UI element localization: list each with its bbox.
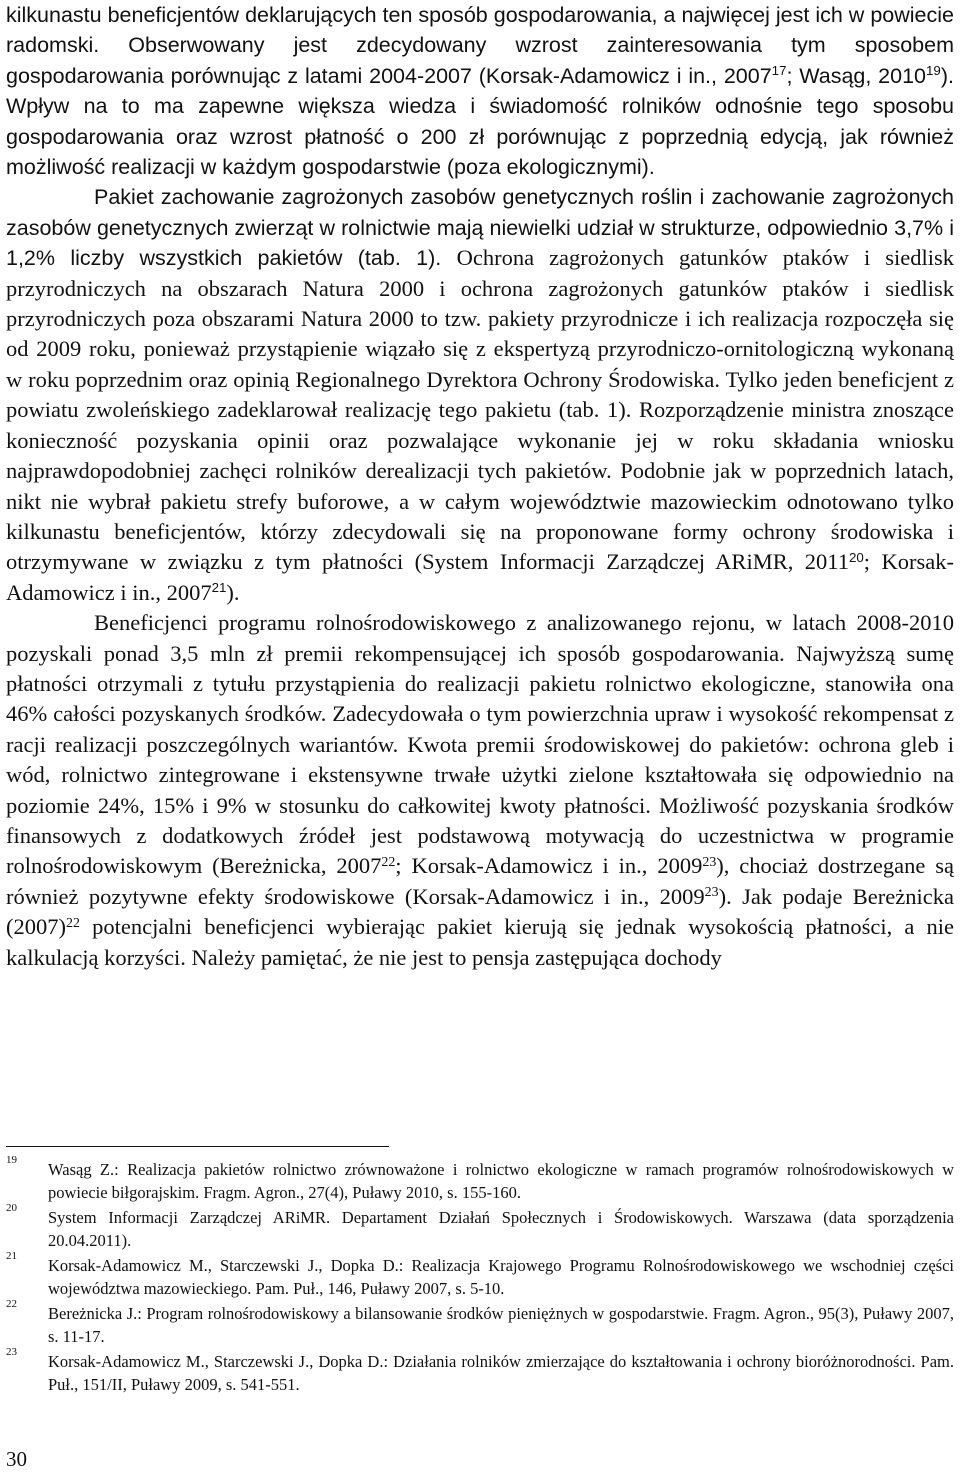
text-run: ; Korsak-Adamowicz i in., 2009 bbox=[395, 853, 703, 879]
citation-ref: 22 bbox=[381, 854, 396, 870]
footnote-text: Bereżnicka J.: Program rolnośrodowiskowy a bilansowanie środków pieniężnych w gospodarstwie. Fragm. Agron., 95(3), Puławy 2007, s. 11-17. bbox=[48, 1304, 954, 1346]
footnote-number: 21 bbox=[6, 1250, 17, 1262]
text-run: kilkunastu beneficjentów deklarujących ten sposób gospodarowania, a najwięcej jest ich w powiecie radomski. Obserwowany jest zdecydowany wzrost zainteresowania tym sposobem gospodarowania porównując z latami 2004-2007 (Korsak-Adamowicz i in., 2007 bbox=[6, 3, 954, 88]
citation-ref: 20 bbox=[848, 549, 864, 565]
text-run: ). bbox=[226, 579, 240, 605]
text-run: ; Wasąg, 2010 bbox=[786, 63, 927, 88]
footnote-number: 23 bbox=[6, 1346, 17, 1358]
footnote-text: Korsak-Adamowicz M., Starczewski J., Dopka D.: Realizacja Krajowego Programu Rolnośrodowiskowego we wschodniej części województwa mazowieckiego. Pam. Puł., 146, Puławy 2007, s. 5-10. bbox=[48, 1256, 954, 1298]
text-run: ), chociaż dostrzegane są również pozytywne efekty środowiskowe (Korsak-Adamowicz i in., 2009 bbox=[6, 853, 954, 909]
citation-ref: 23 bbox=[704, 885, 719, 901]
text-run: potencjalni beneficjenci wybierając pakiet kierują się jednak wysokością płatności, a nie kalkulacją korzyści. Należy pamiętać, że nie jest to pensja zastępująca dochody bbox=[6, 914, 954, 970]
paragraph-2 bbox=[6, 182, 954, 608]
body-text bbox=[6, 0, 954, 973]
text-run: Ochrona zagrożonych gatunków ptaków i siedlisk przyrodniczych na obszarach Natura 2000 i ochrona zagrożonych gatunków ptaków i siedlisk przyrodniczych poza obszarami Natura 2000 to tzw. pakiety przyrodnicze i ich realizacja rozpoczęła się od 2009 roku, ponieważ przystąpienie wiązało się z ekspertyzą przyrodniczo-ornitologiczną wykonaną w roku poprzednim oraz opinią Regionalnego Dyrektora Ochrony Środowiska. Tylko jeden beneficjent z powiatu zwoleńskiego zadeklarował realizację tego pakietu (tab. 1). Rozporządzenie ministra znoszące konieczność pozyskania opinii oraz pozwalające wykonanie jej w roku składania wniosku najprawdopodobniej zachęci rolników derealizacji tych pakietów. Podobnie jak w poprzednich latach, nikt nie wybrał pakietu strefy buforowe, a w całym województwie mazowieckim odnotowano tylko kilkunastu beneficjentów, którzy zdecydowali się na proponowane formy ochrony środowiska i otrzymywane w związku z tym płatności (System Informacji Zarządczej ARiMR, 2011 bbox=[6, 245, 954, 575]
citation-ref: 19 bbox=[926, 63, 941, 79]
footnote-text: System Informacji Zarządczej ARiMR. Departament Działań Społecznych i Środowiskowych. Warszawa (data sporządzenia 20.04.2011). bbox=[48, 1208, 954, 1250]
footnote-number: 20 bbox=[6, 1202, 17, 1214]
footnote-text: Wasąg Z.: Realizacja pakietów rolnictwo zrównoważone i rolnictwo ekologiczne w ramach programów rolnośrodowiskowych w powiecie biłgorajskim. Fragm. Agron., 27(4), Puławy 2010, s. 155-160. bbox=[48, 1160, 954, 1202]
page-number: 30 bbox=[6, 1447, 27, 1471]
text-run: ). Jak podaje Bereżnicka (2007) bbox=[6, 883, 954, 940]
footnote-20 bbox=[6, 1202, 954, 1252]
text-run: ; Korsak-Adamowicz i in., 2007 bbox=[6, 549, 954, 605]
footnote-23 bbox=[6, 1346, 954, 1396]
footnote-19 bbox=[6, 1154, 954, 1204]
paragraph-1 bbox=[6, 0, 954, 182]
citation-ref: 22 bbox=[66, 915, 80, 931]
text-run: ). Wpływ na to ma zapewne większa wiedza i świadomość rolników odnośnie tego sposobu gospodarowania oraz wzrost płatność o 200 zł porównując z poprzednią edycją, jak również możliwość realizacji w każdym gospodarstwie (poza ekologicznymi). bbox=[6, 63, 954, 180]
document-page bbox=[6, 0, 954, 1476]
text-run: Pakiet zachowanie zagrożonych zasobów genetycznych roślin i zachowanie zagrożonych zasobów genetycznych zwierząt w rolnictwie mają niewielki udział w strukturze, odpowiednio 3,7% i 1,2% liczby wszystkich pakietów (tab. 1). bbox=[6, 185, 954, 271]
paragraph-3 bbox=[6, 608, 954, 973]
citation-ref: 17 bbox=[771, 63, 787, 79]
footnote-separator bbox=[6, 1146, 389, 1147]
footnote-number: 22 bbox=[6, 1298, 17, 1310]
footnotes bbox=[6, 1154, 954, 1398]
citation-ref: 21 bbox=[211, 580, 227, 596]
text-run: Beneficjenci programu rolnośrodowiskowego z analizowanego rejonu, w latach 2008-2010 pozyskali ponad 3,5 mln zł premii rekompensującej ich sposób gospodarowania. Najwyższą sumę płatności otrzymali z tytułu przystąpienia do realizacji pakietu rolnictwo ekologiczne, stanowiła ona 46% całości pozyskanych środków. Zadecydowała o tym powierzchnia upraw i wysokość rekompensat z racji realizacji poszczególnych wariantów. Kwota premii środowiskowej do pakietów: ochrona gleb i wód, rolnictwo zintegrowane i ekstensywne trwałe użytki zielone kształtowała się odpowiednio na poziomie 24%, 15% i 9% w stosunku do całkowitej kwoty płatności. Możliwość pozyskania środków finansowych z dodatkowych źródeł jest podstawową motywacją do uczestnictwa w programie rolnośrodowiskowym (Bereżnicka, 2007 bbox=[6, 610, 954, 879]
footnote-22 bbox=[6, 1298, 954, 1348]
footnote-text: Korsak-Adamowicz M., Starczewski J., Dopka D.: Działania rolników zmierzające do kształtowania i ochrony bioróżnorodności. Pam. Puł., 151/II, Puławy 2009, s. 541-551. bbox=[48, 1352, 954, 1394]
footnote-number: 19 bbox=[6, 1154, 17, 1166]
footnote-21 bbox=[6, 1250, 954, 1300]
citation-ref: 23 bbox=[702, 854, 717, 870]
